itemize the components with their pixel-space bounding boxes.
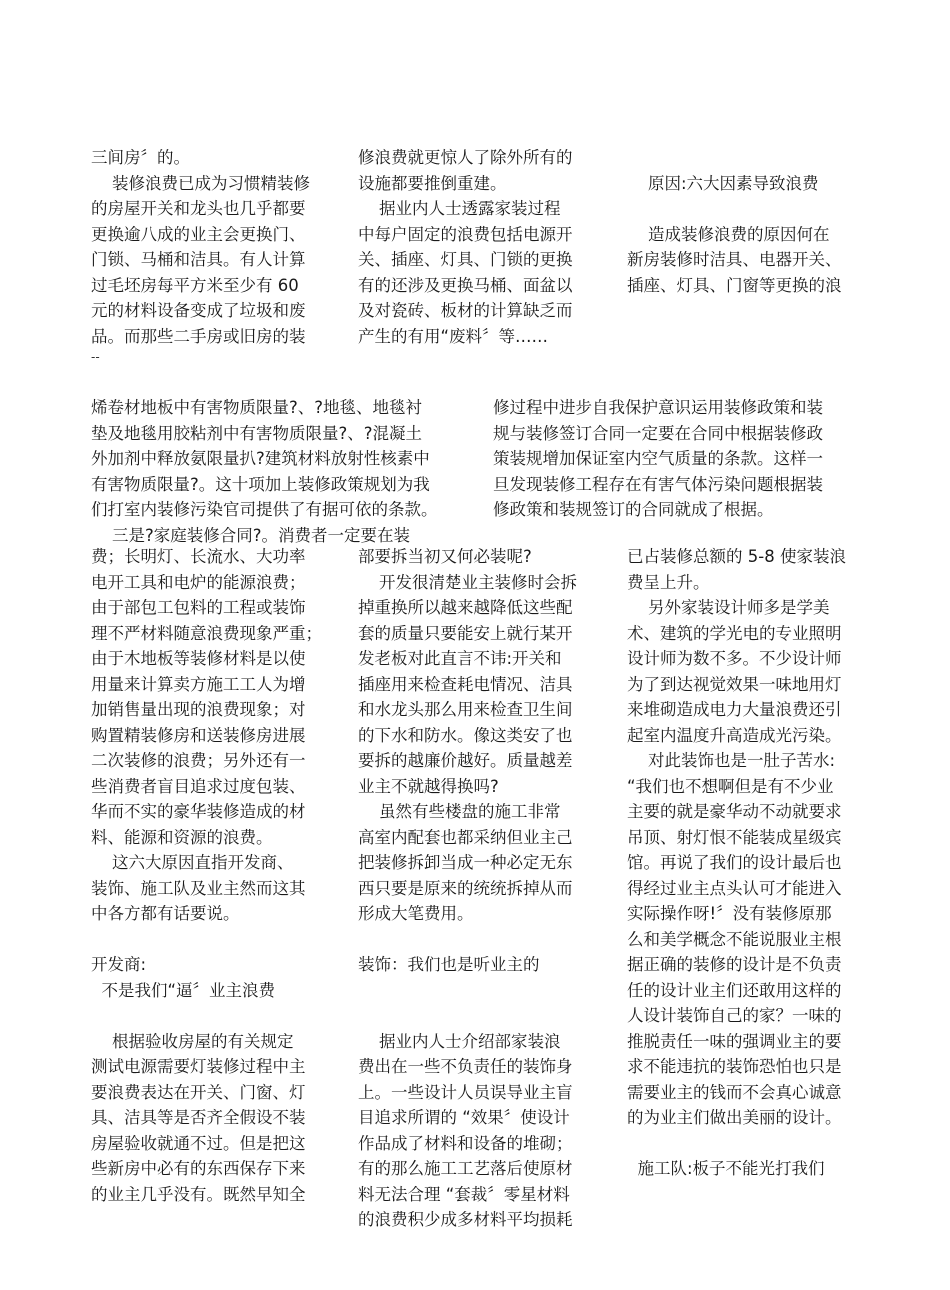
text-line: 中每户固定的浪费包括电源开	[358, 224, 573, 244]
text-line: 开发商:	[91, 955, 147, 974]
text-line: 西只要是原来的统统拆掉从而	[358, 878, 573, 898]
text-line: 料、能源和资源的浪费。	[91, 827, 273, 847]
text-line	[91, 927, 322, 953]
text-line: 新房装修时洁具、电器开关、	[627, 250, 842, 269]
text-line	[358, 927, 577, 953]
text-line: 由于部包工包料的工程或装饰	[91, 598, 306, 617]
text-line: 得经过业主点头认可才能进入	[627, 878, 842, 898]
text-line: 及对瓷砖、板材的计算缺乏而	[358, 301, 573, 320]
text-line: 形成大笔费用。	[358, 904, 474, 923]
middle-column-left	[91, 395, 438, 548]
text-line: 产生的有用“废料〞等……	[358, 326, 549, 346]
text-line: 费出在一些不负责任的装饰身	[358, 1057, 573, 1076]
text-line: 据业内人士透露家装过程	[358, 199, 561, 218]
text-line: 烯卷材地板中有害物质限量?、?地毯、地毯衬	[91, 398, 423, 417]
text-line: 由于木地板等装修材料是以使	[91, 649, 306, 668]
text-line: 实际操作呀!〞没有装修原那	[627, 904, 832, 923]
text-line: 修过程中进步自我保护意识运用装修政策和装	[493, 398, 823, 417]
text-line: 外加剂中释放氨限量扒?建筑材料放射性核素中	[91, 449, 430, 468]
bottom-column-3	[627, 544, 846, 1182]
text-line: 测试电源需要灯装修过程中主	[91, 1057, 306, 1076]
text-line: 有的还涉及更换马桶、面盆以	[358, 275, 573, 295]
text-line: 旦发现装修工程存在有害气体污染问题根据装	[493, 474, 823, 494]
text-line: 开发很清楚业主装修时会拆	[358, 572, 577, 592]
text-line: 任的设计业主们还敢用这样的	[627, 980, 842, 1000]
text-line: 更换逾八成的业主会更换门、	[91, 224, 306, 244]
middle-column-right	[493, 395, 823, 523]
text-line: 有害物质限量?。这十项加上装修政策规划为我	[91, 474, 430, 494]
text-line	[627, 196, 842, 222]
text-line: 套的质量只要能安上就行某开	[358, 623, 573, 643]
bottom-column-1	[91, 544, 322, 1207]
text-line: 元的材料设备变成了垃圾和废	[91, 301, 306, 320]
text-line: 费；长明灯、长流水、大功率	[91, 547, 306, 566]
text-line: 垫及地毯用胶粘剂中有害物质限量?、?混凝土	[91, 423, 423, 443]
text-line: 中各方都有话要说。	[91, 904, 240, 923]
text-line: 规与装修签订合同一定要在合同中根据装修政	[493, 423, 823, 443]
text-line: 门锁、马桶和洁具。有人计算	[91, 250, 306, 269]
text-line: 施工队:板子不能光打我们	[627, 1159, 825, 1178]
top-column-1	[91, 145, 310, 349]
text-line: 装饰、施工队及业主然而这其	[91, 878, 306, 898]
text-line	[91, 1003, 322, 1029]
top-column-2	[358, 145, 573, 349]
text-line: 费呈上升。	[627, 572, 710, 592]
text-line: 有的那么施工工艺落后使原材	[358, 1159, 573, 1178]
text-line	[627, 145, 842, 171]
text-line: 掉重换所以越来越降低这些配	[358, 598, 573, 617]
text-line: 据业内人士介绍部家装浪	[358, 1031, 561, 1051]
text-line: 品。而那些二手房或旧房的装	[91, 326, 306, 346]
text-line: 具、洁具等是否齐全假设不装	[91, 1108, 306, 1127]
text-line: 把装修拆卸当成一种必定无东	[358, 853, 573, 872]
text-line: 高室内配套也都采纳但业主己	[358, 827, 573, 847]
text-line: 关、插座、灯具、门锁的更换	[358, 250, 573, 269]
text-line: 上。一些设计人员误导业主盲	[358, 1082, 573, 1102]
text-line: 料无法合理 “套裁〞零星材料	[358, 1184, 570, 1204]
text-line: “我们也不想啊但是有不少业	[627, 776, 834, 796]
text-line: 虽然有些楼盘的施工非常	[358, 802, 561, 821]
text-line: 二次装修的浪费；另外还有一	[91, 751, 306, 770]
text-line: 理不严材料随意浪费现象严重；	[91, 623, 322, 643]
text-line	[358, 1003, 577, 1029]
text-line: 插座用来检查耗电情况、洁具	[358, 674, 573, 694]
text-line: 设计师为数不多。不少设计师	[627, 649, 842, 668]
text-line	[627, 1131, 846, 1157]
text-line: 为了到达视觉效果一味地用灯	[627, 674, 842, 694]
text-line	[358, 978, 577, 1004]
text-line: 推脱责任一味的强调业主的要	[627, 1031, 842, 1051]
text-line: 华而不实的豪华装修造成的材	[91, 802, 306, 821]
text-line: 的为业主们做出美丽的设计。	[627, 1108, 842, 1127]
text-line: 另外家装设计师多是学美	[627, 598, 830, 617]
text-line: 三是?家庭装修合同?。消费者一定要在装	[91, 525, 410, 545]
text-line: 主要的就是豪华动不动就要求	[627, 802, 842, 821]
text-line: 房屋验收就通不过。但是把这	[91, 1133, 306, 1153]
text-line: 装修浪费已成为习惯精装修	[91, 173, 310, 193]
text-line: 已占装修总额的 5-8 使家装浪	[627, 547, 846, 566]
text-line: 作品成了材料和设备的堆砌；	[358, 1133, 573, 1153]
text-line: 的下水和防水。像这类安了也	[358, 725, 573, 745]
text-line: 购置精装修房和送装修房进展	[91, 725, 306, 745]
text-line: 些新房中必有的东西保存下来	[91, 1159, 306, 1178]
text-line: 加销售量出现的浪费现象；对	[91, 700, 306, 719]
text-line: 业主不就越得换吗?	[358, 776, 499, 796]
text-line: 人设计装饰自己的家？一味的	[627, 1006, 842, 1025]
text-line: 装饰：我们也是听业主的	[358, 955, 540, 974]
text-line: 对此装饰也是一肚子苦水:	[627, 751, 836, 770]
text-line: 设施都要推倒重建。	[358, 173, 507, 193]
text-line: 们打室内装修污染官司提供了有据可依的条款。	[91, 500, 438, 519]
text-line: 的房屋开关和龙头也几乎都要	[91, 199, 306, 218]
text-line: 不是我们“逼〞业主浪费	[91, 980, 276, 1000]
text-line: 的业主几乎没有。既然早知全	[91, 1184, 306, 1204]
text-line: 修浪费就更惊人了除外所有的	[358, 148, 573, 167]
text-line: 要拆的越廉价越好。质量越差	[358, 751, 573, 770]
text-line: 根据验收房屋的有关规定	[91, 1031, 294, 1051]
text-line: 吊顶、射灯恨不能装成星级宾	[627, 827, 842, 847]
text-line: 求不能违抗的装饰恐怕也只是	[627, 1057, 842, 1076]
text-line: 要浪费表达在开关、门窗、灯	[91, 1082, 306, 1102]
text-line: 造成装修浪费的原因何在	[627, 224, 830, 244]
text-line: 原因:六大因素导致浪费	[627, 173, 819, 193]
text-line: 发老板对此直言不讳:开关和	[358, 649, 562, 668]
top-column-3	[627, 145, 842, 298]
text-line: 些消费者盲目追求过度包装、	[91, 776, 306, 796]
text-line: 三间房〞的。	[91, 148, 190, 167]
text-line: 插座、灯具、门窗等更换的浪	[627, 275, 842, 295]
text-line: 部要拆当初又何必装呢?	[358, 547, 532, 566]
text-line: 过毛坯房每平方米至少有 60	[91, 275, 299, 295]
text-line: 来堆砌造成电力大量浪费还引	[627, 700, 842, 719]
text-line: 的浪费积少成多材料平均损耗	[358, 1210, 573, 1229]
text-line: 策装规增加保证室内空气质量的条款。这样一	[493, 449, 823, 468]
separator-mark: --	[91, 350, 100, 364]
text-line: 馆。再说了我们的设计最后也	[627, 853, 842, 872]
text-line: 据正确的装修的设计是不负责	[627, 955, 842, 974]
text-line: 么和美学概念不能说服业主根	[627, 929, 842, 949]
text-line: 目追求所谓的 “效果〞使设计	[358, 1108, 570, 1127]
text-line: 术、建筑的学光电的专业照明	[627, 623, 842, 643]
text-line: 起室内温度升高造成光污染。	[627, 725, 842, 745]
text-line: 需要业主的钱而不会真心诚意	[627, 1082, 842, 1102]
text-line: 和水龙头那么用来检查卫生间	[358, 700, 573, 719]
text-line: 用量来计算卖方施工工人为增	[91, 674, 306, 694]
text-line: 这六大原因直指开发商、	[91, 853, 294, 872]
bottom-column-2	[358, 544, 577, 1233]
text-line: 电开工具和电炉的能源浪费；	[91, 572, 306, 592]
text-line: 修政策和装规签订的合同就成了根据。	[493, 500, 774, 519]
